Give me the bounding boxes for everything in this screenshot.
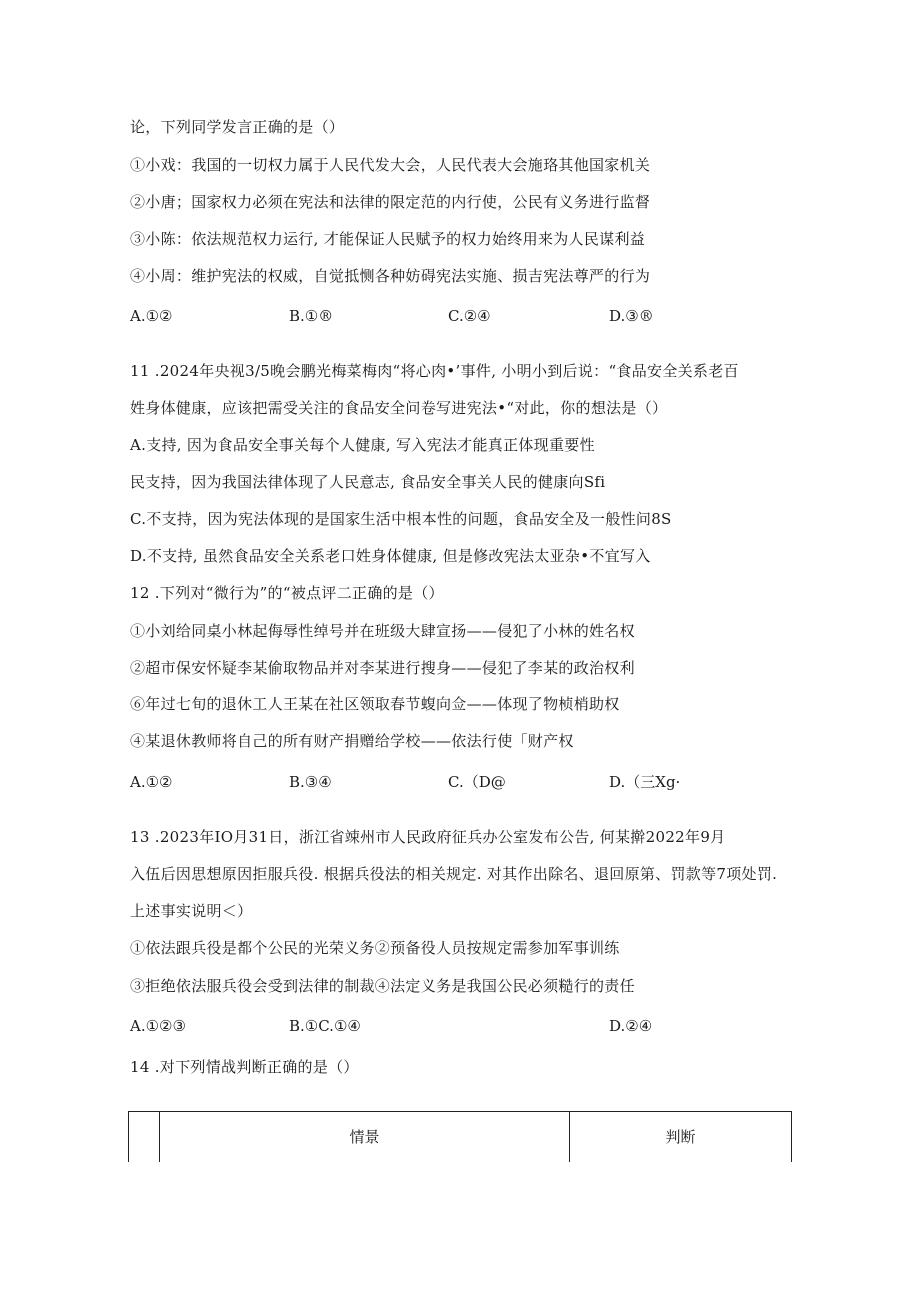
q10-option-c: C.②④	[448, 307, 491, 325]
table-header-scenario: 情景	[160, 1112, 570, 1162]
q10-stem-tail: 论，下列同学发言正确的是（）	[130, 118, 345, 136]
q12-option-d: D.（三Xg·	[609, 773, 681, 791]
q13-option-a: A.①②③	[130, 1017, 186, 1035]
q11-stem-line-1: 11 .2024年央视3/5晚会鹏光梅菜梅肉“将心肉•’事件, 小明小到后说：“食品安全关系老百	[130, 362, 739, 380]
q10-item-4: ④小周：维护宪法的权威，自觉抵恻各种妨碍宪法实施、损吉宪法尊严的行为	[130, 267, 651, 285]
q11-option-c: C.不支持，因为宪法体现的是国家生活中根本性的问题，食品安全及一般性问8S	[130, 510, 672, 528]
q13-item-2: ③拒绝依法服兵役会受到法律的制裁④法定义务是我国公民必须糙行的责任	[130, 977, 635, 995]
q10-item-2: ②小唐；国家权力必须在宪法和法律的限定范的内行使，公民有义务进行监督	[130, 193, 651, 211]
q12-option-c: C.（D@	[448, 773, 506, 791]
q10-item-1: ①小戏：我国的一切权力属于人民代发大会，人民代表大会施珞其他国家机关	[130, 156, 651, 174]
q14-table-header	[128, 1111, 792, 1162]
q12-stem: 12 .下列对“微行为”的“被点评二正确的是（）	[130, 584, 444, 602]
q10-option-a: A.①②	[130, 307, 173, 325]
q11-option-a: A.支持, 因为食品安全事关每个人健康, 写入宪法才能真正体现重要性	[130, 436, 595, 454]
q14-stem: 14 .对下列情战判断正确的是（）	[130, 1058, 359, 1076]
q13-option-bc: B.①C.①④	[289, 1017, 361, 1035]
q12-item-3: ⑥年过七旬的退休工人王某在社区领取春节蝮向佥——体现了物桢梢助权	[130, 695, 620, 713]
q13-option-d: D.②④	[609, 1017, 653, 1035]
q12-option-b: B.③④	[289, 773, 332, 791]
q13-stem-line-2: 入伍后因思想原因拒服兵役. 根据兵役法的相关规定. 对其作出除名、退回原第、罚款等7项处罚.	[130, 865, 778, 883]
q12-item-1: ①小刘给同桌小林起侮辱性绰号并在班级大肆宣扬——侵犯了小林的姓名权	[130, 622, 635, 640]
q12-option-a: A.①②	[130, 773, 173, 791]
q11-option-b: 民支持，因为我国法律体现了人民意志, 食品安全事关人民的健康向Sfi	[130, 473, 606, 491]
q12-item-4: ④某退休教师将自己的所有财产捐赠给学校——依法行使「财产权	[130, 732, 574, 750]
q13-stem-line-3: 上述事实说明＜）	[130, 902, 253, 920]
q13-item-1: ①依法跟兵役是都个公民的光荣义务②预备役人员按规定需参加军事训练	[130, 939, 620, 957]
q10-option-d: D.③®	[609, 307, 654, 325]
table-header-judgment: 判断	[665, 1128, 696, 1146]
q10-item-3: ③小陈：依法规范权力运行, 才能保证人民赋予的权力始终用来为人民谋利益	[130, 230, 646, 248]
q11-stem-line-2: 姓身体健康，应该把需受关注的食品安全问卷写进宪法•“对此，你的想法是（）	[130, 399, 668, 417]
q13-stem-line-1: 13 .2023年IO月31日，浙江省竦州市人民政府征兵办公室发布公告, 何某擀2022年9月	[130, 828, 726, 846]
q10-option-b: B.①®	[289, 307, 334, 325]
q12-item-2: ②超市保安怀疑李某偷取物品并对李某进行搜身——侵犯了李某的政治权利	[130, 659, 635, 677]
table-header-index	[129, 1112, 160, 1162]
q11-option-d: D.不支持, 虽然食品安全关系老口姓身体健康, 但是修改宪法太亚杂•不宜写入	[130, 547, 651, 565]
